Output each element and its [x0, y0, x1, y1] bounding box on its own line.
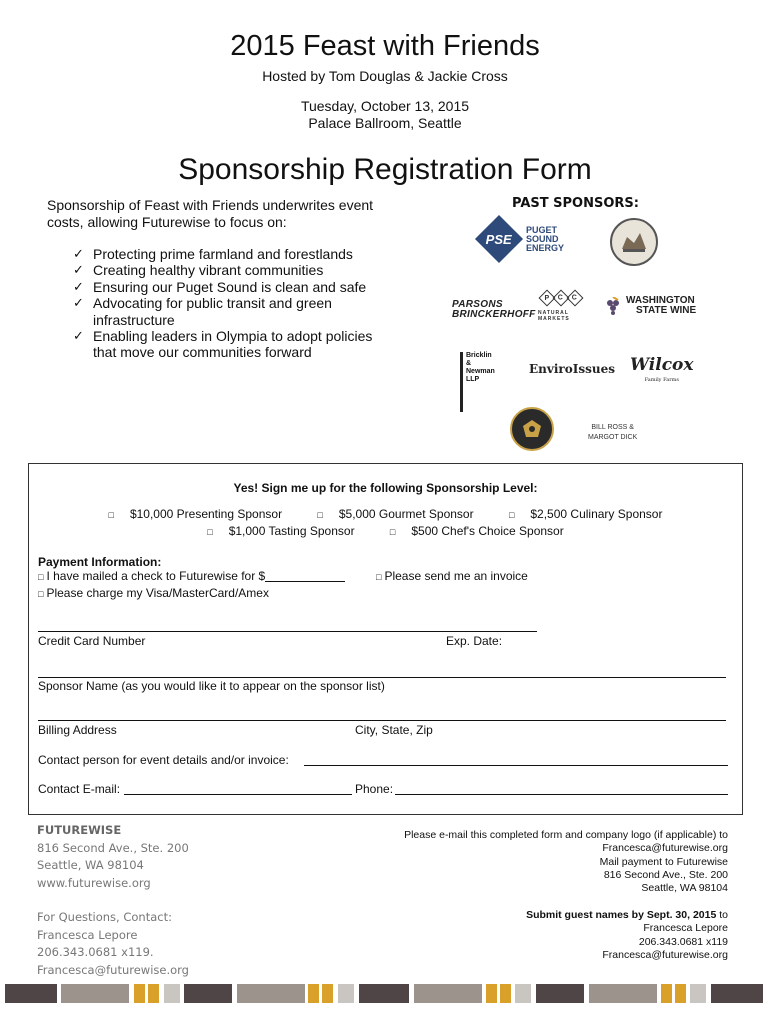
- checkbox[interactable]: □: [317, 510, 323, 520]
- level-5000-option[interactable]: □ $5,000 Gourmet Sponsor: [317, 507, 474, 521]
- contact-person-label: Contact person for event details and/or invoice:: [38, 753, 289, 767]
- form-heading: Yes! Sign me up for the following Sponsorship Level:: [233, 481, 538, 495]
- check-icon: ✓: [73, 295, 84, 311]
- bill-ross-margot-dick: BILL ROSS & MARGOT DICK: [588, 424, 638, 441]
- event-venue: Palace Ballroom, Seattle: [308, 115, 462, 131]
- invoice-option[interactable]: □ Please send me an invoice: [376, 569, 528, 583]
- list-item: ✓ Creating healthy vibrant communities: [73, 262, 324, 279]
- contact-email-label: Contact E-mail:: [38, 782, 121, 796]
- checkbox[interactable]: □: [389, 527, 396, 537]
- intro-text: Sponsorship of Feast with Friends underwrites event costs, allowing Futurewise to focus on:: [47, 197, 374, 230]
- phone-label: Phone:: [355, 782, 394, 796]
- hosted-by: Hosted by Tom Douglas & Jackie Cross: [262, 68, 508, 84]
- header: [0, 28, 770, 188]
- check-option[interactable]: □ I have mailed a check to Futurewise for $: [38, 569, 345, 583]
- level-500-option[interactable]: □ $500 Chef's Choice Sponsor: [389, 524, 564, 538]
- enviroissues-logo: EnviroIssues: [529, 362, 615, 376]
- exp-date-label: Exp. Date:: [446, 634, 503, 648]
- washington-state-wine-logo: WASHINGTON STATE WINE: [606, 296, 696, 316]
- wilcox-logo: Wilcox Family Farms: [630, 355, 694, 383]
- card-option[interactable]: □ Please charge my Visa/MasterCard/Amex: [38, 586, 269, 600]
- credit-card-field[interactable]: [38, 631, 537, 632]
- registration-form: [28, 463, 743, 815]
- list-item: ✓ Ensuring our Puget Sound is clean and safe: [73, 278, 367, 295]
- billing-address-label: Billing Address: [38, 723, 117, 737]
- check-amount-field[interactable]: [265, 570, 345, 582]
- email-link[interactable]: Francesca@futurewise.org: [602, 948, 728, 961]
- list-item: ✓ Protecting prime farmland and forestlands: [73, 246, 353, 262]
- past-sponsors-title: PAST SPONSORS:: [512, 196, 639, 211]
- phone-field[interactable]: [395, 794, 728, 795]
- website-link[interactable]: www.futurewise.org: [37, 875, 151, 890]
- pcc-logo: P C C NATURAL MARKETS: [538, 284, 584, 330]
- checkbox[interactable]: □: [207, 527, 213, 537]
- benefits-list: [73, 246, 383, 361]
- payment-title: Payment Information:: [38, 555, 162, 569]
- sponsor-name-field[interactable]: [38, 677, 726, 678]
- submission-instructions: Please e-mail this completed form and company logo (if applicable) to Francesca@futurewise.org Mail payment to Futurewise 816 Second Ave., Ste. 200 Seattle, WA 98104: [348, 829, 728, 895]
- checkbox[interactable]: □: [38, 572, 44, 582]
- event-title: 2015 Feast with Friends: [230, 30, 540, 62]
- check-icon: ✓: [73, 278, 84, 294]
- levels-row-1: [29, 507, 742, 521]
- level-2500-option[interactable]: □ $2,500 Culinary Sponsor: [508, 507, 663, 521]
- list-item: ✓ Enabling leaders in Olympia to adopt policies that move our communities forward: [73, 328, 373, 361]
- billing-address-field[interactable]: [38, 720, 726, 721]
- contact-email-field[interactable]: [124, 794, 352, 795]
- levels-row-2: [29, 524, 742, 538]
- checkbox[interactable]: □: [508, 510, 515, 520]
- grape-icon: [606, 297, 622, 315]
- emblem-logo: [510, 407, 554, 451]
- credit-card-label: Credit Card Number: [38, 634, 146, 648]
- checkbox[interactable]: □: [108, 510, 114, 520]
- contact-email-link[interactable]: Francesca@futurewise.org: [37, 962, 189, 977]
- check-icon: ✓: [73, 246, 84, 261]
- futurewise-contact-block: FUTUREWISE 816 Second Ave., Ste. 200 Seattle, WA 98104 www.futurewise.org For Questions, Contact: Francesca Lepore 206.343.0681 x119. Francesca@futurewise.org: [37, 822, 189, 979]
- parsons-logo: PARSONS BRINCKERHOFF: [452, 299, 536, 320]
- level-10000-option[interactable]: □ $10,000 Presenting Sponsor: [108, 507, 283, 521]
- event-date: Tuesday, October 13, 2015: [300, 98, 470, 114]
- check-icon: ✓: [73, 328, 84, 344]
- check-icon: ✓: [73, 262, 84, 278]
- checkbox[interactable]: □: [376, 572, 382, 582]
- city-state-zip-label: City, State, Zip: [355, 723, 433, 737]
- form-title: Sponsorship Registration Form: [178, 153, 592, 186]
- pse-logo: PSE PUGET SOUND ENERGY: [482, 222, 564, 256]
- org-name: FUTUREWISE: [37, 823, 122, 837]
- list-item: ✓ Advocating for public transit and green infrastructure: [73, 295, 332, 328]
- guest-names-instructions: Submit guest names by Sept. 30, 2015 to Francesca Lepore 206.343.0681 x119 Francesca@futurewise.org: [348, 909, 728, 962]
- sponsor-name-label: Sponsor Name (as you would like it to appear on the sponsor list): [38, 679, 385, 693]
- checkbox[interactable]: □: [38, 589, 44, 599]
- email-link[interactable]: Francesca@futurewise.org: [602, 842, 728, 855]
- bricklin-newman-logo: Bricklin & Newman LLP: [460, 352, 498, 412]
- level-1000-option[interactable]: □ $1,000 Tasting Sponsor: [207, 524, 355, 538]
- contact-person-field[interactable]: [304, 765, 728, 766]
- crest-logo: [610, 218, 658, 266]
